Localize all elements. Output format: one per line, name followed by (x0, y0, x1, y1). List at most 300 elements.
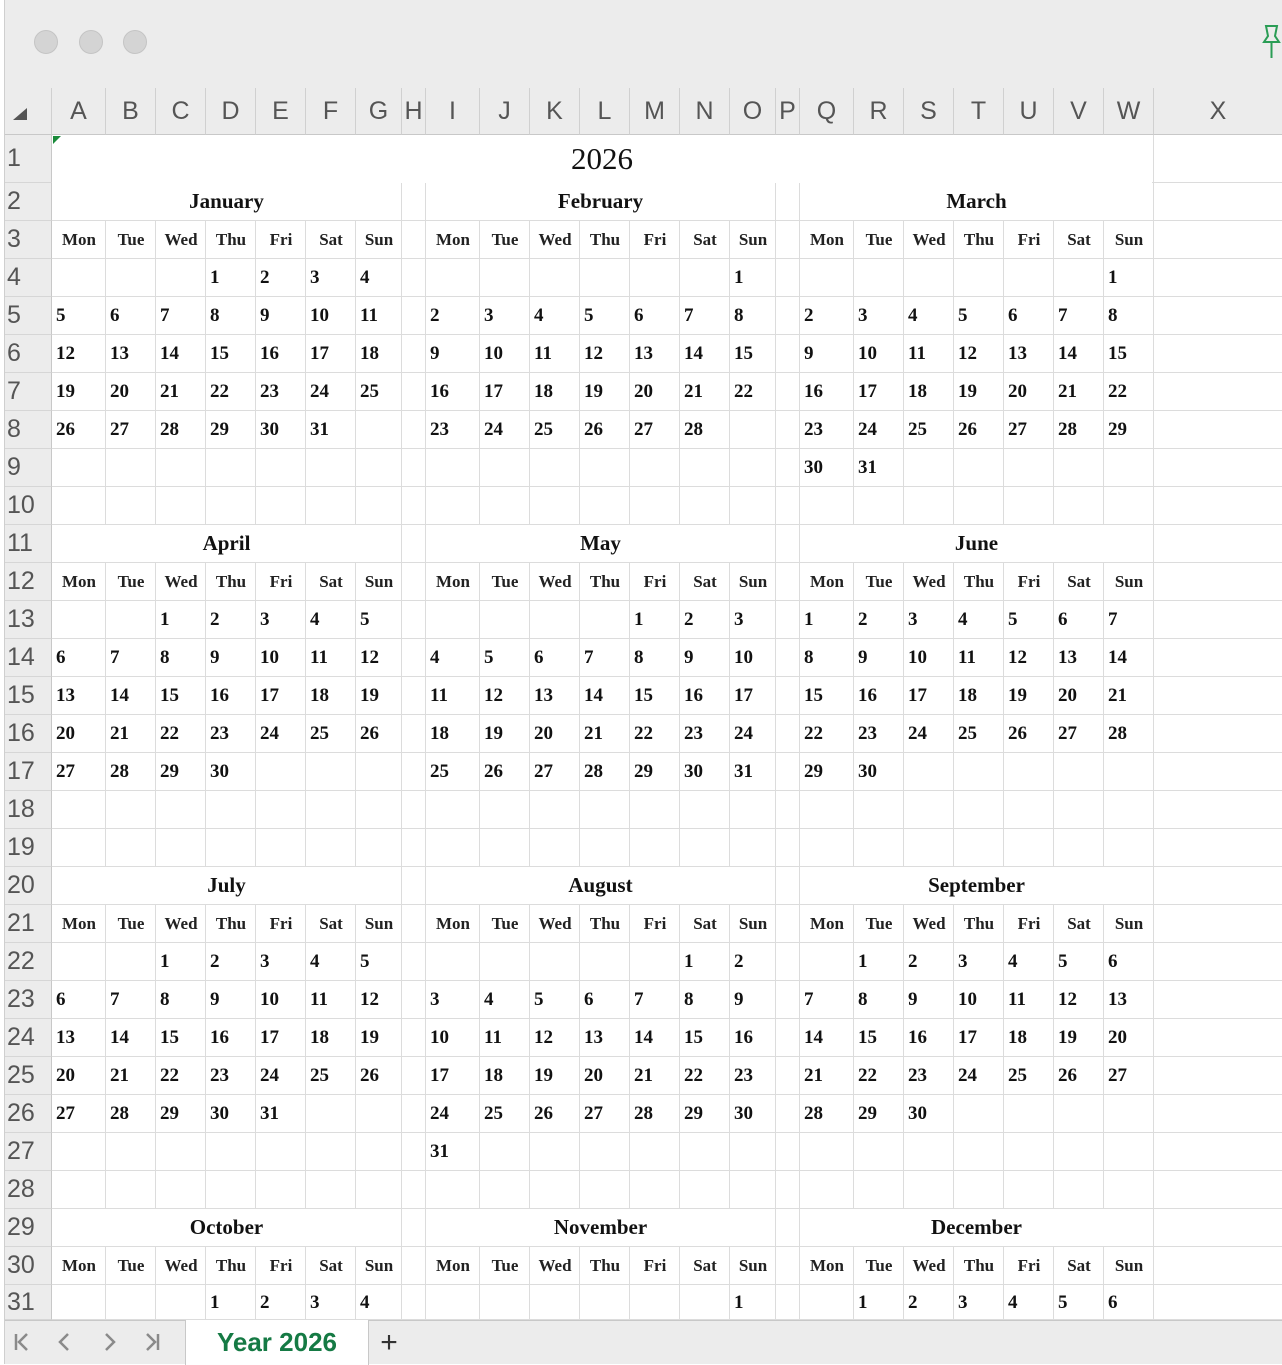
weekday-header[interactable]: Thu (215, 1256, 247, 1275)
day-cell[interactable]: 27 (56, 1103, 75, 1124)
weekday-header[interactable]: Sun (364, 914, 394, 933)
day-cell[interactable]: 12 (584, 343, 603, 364)
day-cell[interactable]: 24 (484, 419, 503, 440)
add-sheet-button[interactable]: + (380, 1326, 398, 1359)
column-header-x[interactable]: X (1154, 88, 1282, 135)
day-cell[interactable]: 11 (310, 647, 328, 668)
weekday-header[interactable]: Fri (269, 572, 293, 591)
day-cell[interactable]: 12 (484, 685, 503, 706)
day-cell[interactable]: 18 (484, 1065, 503, 1086)
day-cell[interactable]: 7 (1058, 305, 1068, 326)
day-cell[interactable]: 9 (430, 343, 440, 364)
weekday-header[interactable]: Tue (865, 914, 893, 933)
day-cell[interactable]: 9 (260, 305, 270, 326)
weekday-header[interactable]: Fri (269, 914, 293, 933)
row-header-6[interactable]: 6 (5, 335, 52, 373)
weekday-header[interactable]: Sat (1067, 230, 1091, 249)
day-cell[interactable]: 7 (1108, 609, 1118, 630)
column-header-c[interactable]: C (156, 88, 206, 135)
weekday-header[interactable]: Mon (62, 230, 96, 249)
day-cell[interactable]: 16 (260, 343, 279, 364)
month-name[interactable]: June (800, 525, 1153, 562)
day-cell[interactable]: 9 (804, 343, 814, 364)
day-cell[interactable]: 7 (110, 989, 120, 1010)
day-cell[interactable]: 28 (584, 761, 603, 782)
day-cell[interactable]: 5 (360, 951, 370, 972)
row-header-24[interactable]: 24 (5, 1019, 52, 1057)
day-cell[interactable]: 4 (484, 989, 494, 1010)
day-cell[interactable]: 22 (160, 1065, 179, 1086)
day-cell[interactable]: 11 (1008, 989, 1026, 1010)
day-cell[interactable]: 9 (684, 647, 694, 668)
day-cell[interactable]: 8 (684, 989, 694, 1010)
row-header-20[interactable]: 20 (5, 867, 52, 905)
weekday-header[interactable]: Wed (164, 230, 198, 249)
day-cell[interactable]: 10 (310, 305, 329, 326)
day-cell[interactable]: 27 (1108, 1065, 1127, 1086)
row-header-10[interactable]: 10 (5, 487, 52, 525)
day-cell[interactable]: 21 (1108, 685, 1127, 706)
column-header-p[interactable]: P (776, 88, 800, 135)
day-cell[interactable]: 14 (110, 685, 129, 706)
day-cell[interactable]: 10 (734, 647, 753, 668)
weekday-header[interactable]: Thu (589, 1256, 621, 1275)
row-header-21[interactable]: 21 (5, 905, 52, 943)
day-cell[interactable]: 9 (210, 647, 220, 668)
day-cell[interactable]: 6 (1008, 305, 1018, 326)
day-cell[interactable]: 4 (310, 609, 320, 630)
day-cell[interactable]: 24 (260, 723, 279, 744)
day-cell[interactable]: 2 (210, 609, 220, 630)
weekday-header[interactable]: Wed (164, 914, 198, 933)
calendar-year-title[interactable]: 2026 (52, 135, 1152, 183)
day-cell[interactable]: 5 (1058, 951, 1068, 972)
weekday-header[interactable]: Tue (117, 1256, 145, 1275)
day-cell[interactable]: 16 (430, 381, 449, 402)
day-cell[interactable]: 26 (360, 723, 379, 744)
weekday-header[interactable]: Thu (963, 914, 995, 933)
row-header-5[interactable]: 5 (5, 297, 52, 335)
weekday-header[interactable]: Sat (319, 572, 343, 591)
row-header-4[interactable]: 4 (5, 259, 52, 297)
day-cell[interactable]: 24 (958, 1065, 977, 1086)
day-cell[interactable]: 19 (1008, 685, 1027, 706)
weekday-header[interactable]: Mon (62, 914, 96, 933)
weekday-header[interactable]: Sat (1067, 572, 1091, 591)
day-cell[interactable]: 5 (584, 305, 594, 326)
weekday-header[interactable]: Thu (215, 230, 247, 249)
day-cell[interactable]: 15 (804, 685, 823, 706)
day-cell[interactable]: 19 (584, 381, 603, 402)
weekday-header[interactable]: Thu (589, 230, 621, 249)
day-cell[interactable]: 5 (56, 305, 66, 326)
weekday-header[interactable]: Sun (738, 1256, 768, 1275)
day-cell[interactable]: 31 (430, 1141, 449, 1162)
day-cell[interactable]: 29 (1108, 419, 1127, 440)
day-cell[interactable]: 10 (260, 989, 279, 1010)
weekday-header[interactable]: Fri (269, 1256, 293, 1275)
row-header-27[interactable]: 27 (5, 1133, 52, 1171)
day-cell[interactable]: 16 (210, 685, 229, 706)
column-header-r[interactable]: R (854, 88, 904, 135)
day-cell[interactable]: 17 (260, 685, 279, 706)
weekday-header[interactable]: Mon (810, 1256, 844, 1275)
day-cell[interactable]: 11 (430, 685, 448, 706)
day-cell[interactable]: 10 (484, 343, 503, 364)
weekday-header[interactable]: Thu (589, 572, 621, 591)
weekday-header[interactable]: Sat (693, 230, 717, 249)
day-cell[interactable]: 22 (734, 381, 753, 402)
day-cell[interactable]: 31 (734, 761, 753, 782)
day-cell[interactable]: 19 (534, 1065, 553, 1086)
day-cell[interactable]: 11 (958, 647, 976, 668)
weekday-header[interactable]: Tue (117, 914, 145, 933)
day-cell[interactable]: 13 (56, 685, 75, 706)
day-cell[interactable]: 16 (210, 1027, 229, 1048)
weekday-header[interactable]: Sat (1067, 1256, 1091, 1275)
day-cell[interactable]: 2 (858, 609, 868, 630)
month-name[interactable]: November (426, 1209, 775, 1246)
day-cell[interactable]: 8 (734, 305, 744, 326)
weekday-header[interactable]: Fri (643, 572, 667, 591)
day-cell[interactable]: 10 (908, 647, 927, 668)
day-cell[interactable]: 26 (484, 761, 503, 782)
day-cell[interactable]: 24 (734, 723, 753, 744)
close-button[interactable] (34, 30, 58, 54)
weekday-header[interactable]: Wed (164, 572, 198, 591)
day-cell[interactable]: 1 (160, 951, 170, 972)
column-header-v[interactable]: V (1054, 88, 1104, 135)
day-cell[interactable]: 10 (858, 343, 877, 364)
day-cell[interactable]: 25 (1008, 1065, 1027, 1086)
day-cell[interactable]: 3 (958, 951, 968, 972)
day-cell[interactable]: 2 (260, 267, 270, 288)
day-cell[interactable]: 1 (210, 1291, 220, 1313)
day-cell[interactable]: 1 (1108, 267, 1118, 288)
day-cell[interactable]: 12 (56, 343, 75, 364)
day-cell[interactable]: 3 (858, 305, 868, 326)
weekday-header[interactable]: Wed (538, 914, 572, 933)
day-cell[interactable]: 11 (484, 1027, 502, 1048)
day-cell[interactable]: 26 (584, 419, 603, 440)
day-cell[interactable]: 12 (958, 343, 977, 364)
weekday-header[interactable]: Tue (117, 572, 145, 591)
column-header-k[interactable]: K (530, 88, 580, 135)
day-cell[interactable]: 8 (858, 989, 868, 1010)
day-cell[interactable]: 15 (858, 1027, 877, 1048)
day-cell[interactable]: 25 (360, 381, 379, 402)
day-cell[interactable]: 18 (310, 685, 329, 706)
month-name[interactable]: December (800, 1209, 1153, 1246)
day-cell[interactable]: 5 (360, 609, 370, 630)
day-cell[interactable]: 15 (160, 685, 179, 706)
day-cell[interactable]: 7 (634, 989, 644, 1010)
day-cell[interactable]: 3 (908, 609, 918, 630)
day-cell[interactable]: 30 (684, 761, 703, 782)
day-cell[interactable]: 7 (160, 305, 170, 326)
weekday-header[interactable]: Fri (643, 230, 667, 249)
weekday-header[interactable]: Mon (436, 914, 470, 933)
day-cell[interactable]: 26 (1008, 723, 1027, 744)
column-header-b[interactable]: B (106, 88, 156, 135)
day-cell[interactable]: 15 (210, 343, 229, 364)
day-cell[interactable]: 23 (260, 381, 279, 402)
column-header-m[interactable]: M (630, 88, 680, 135)
day-cell[interactable]: 11 (534, 343, 552, 364)
day-cell[interactable]: 2 (804, 305, 814, 326)
day-cell[interactable]: 9 (908, 989, 918, 1010)
day-cell[interactable]: 27 (1008, 419, 1027, 440)
column-header-a[interactable]: A (52, 88, 106, 135)
day-cell[interactable]: 30 (858, 761, 877, 782)
day-cell[interactable]: 20 (56, 723, 75, 744)
weekday-header[interactable]: Tue (865, 1256, 893, 1275)
day-cell[interactable]: 21 (584, 723, 603, 744)
day-cell[interactable]: 6 (534, 647, 544, 668)
day-cell[interactable]: 31 (310, 419, 329, 440)
weekday-header[interactable]: Sat (693, 572, 717, 591)
column-header-i[interactable]: I (426, 88, 480, 135)
weekday-header[interactable]: Fri (269, 230, 293, 249)
row-header-25[interactable]: 25 (5, 1057, 52, 1095)
row-header-12[interactable]: 12 (5, 563, 52, 601)
day-cell[interactable]: 1 (160, 609, 170, 630)
day-cell[interactable]: 23 (430, 419, 449, 440)
weekday-header[interactable]: Mon (810, 572, 844, 591)
day-cell[interactable]: 3 (484, 305, 494, 326)
day-cell[interactable]: 26 (1058, 1065, 1077, 1086)
day-cell[interactable]: 27 (634, 419, 653, 440)
day-cell[interactable]: 4 (360, 1291, 370, 1313)
day-cell[interactable]: 27 (534, 761, 553, 782)
day-cell[interactable]: 22 (804, 723, 823, 744)
day-cell[interactable]: 13 (634, 343, 653, 364)
day-cell[interactable]: 2 (430, 305, 440, 326)
day-cell[interactable]: 28 (634, 1103, 653, 1124)
day-cell[interactable]: 4 (360, 267, 370, 288)
day-cell[interactable]: 18 (958, 685, 977, 706)
day-cell[interactable]: 14 (634, 1027, 653, 1048)
weekday-header[interactable]: Sun (1114, 572, 1144, 591)
weekday-header[interactable]: Tue (865, 230, 893, 249)
day-cell[interactable]: 5 (958, 305, 968, 326)
weekday-header[interactable]: Sun (1114, 914, 1144, 933)
weekday-header[interactable]: Thu (963, 230, 995, 249)
day-cell[interactable]: 14 (1108, 647, 1127, 668)
day-cell[interactable]: 18 (310, 1027, 329, 1048)
row-header-8[interactable]: 8 (5, 411, 52, 449)
day-cell[interactable]: 24 (260, 1065, 279, 1086)
day-cell[interactable]: 12 (1008, 647, 1027, 668)
day-cell[interactable]: 2 (260, 1291, 270, 1313)
day-cell[interactable]: 12 (360, 647, 379, 668)
row-header-29[interactable]: 29 (5, 1209, 52, 1247)
row-header-11[interactable]: 11 (5, 525, 52, 563)
day-cell[interactable]: 17 (260, 1027, 279, 1048)
first-sheet-icon[interactable] (9, 1327, 37, 1357)
weekday-header[interactable]: Tue (491, 572, 519, 591)
day-cell[interactable]: 2 (908, 951, 918, 972)
day-cell[interactable]: 29 (634, 761, 653, 782)
day-cell[interactable]: 6 (56, 647, 66, 668)
day-cell[interactable]: 15 (160, 1027, 179, 1048)
day-cell[interactable]: 1 (858, 1291, 868, 1313)
day-cell[interactable]: 16 (734, 1027, 753, 1048)
day-cell[interactable]: 19 (1058, 1027, 1077, 1048)
row-header-23[interactable]: 23 (5, 981, 52, 1019)
day-cell[interactable]: 6 (110, 305, 120, 326)
column-header-j[interactable]: J (480, 88, 530, 135)
day-cell[interactable]: 4 (908, 305, 918, 326)
day-cell[interactable]: 12 (534, 1027, 553, 1048)
day-cell[interactable]: 21 (110, 723, 129, 744)
weekday-header[interactable]: Fri (1017, 572, 1041, 591)
row-header-16[interactable]: 16 (5, 715, 52, 753)
day-cell[interactable]: 22 (634, 723, 653, 744)
day-cell[interactable]: 27 (1058, 723, 1077, 744)
column-header-t[interactable]: T (954, 88, 1004, 135)
row-header-13[interactable]: 13 (5, 601, 52, 639)
day-cell[interactable]: 10 (958, 989, 977, 1010)
minimize-button[interactable] (79, 30, 103, 54)
day-cell[interactable]: 18 (430, 723, 449, 744)
day-cell[interactable]: 18 (360, 343, 379, 364)
month-name[interactable]: October (52, 1209, 401, 1246)
weekday-header[interactable]: Sun (364, 230, 394, 249)
next-sheet-icon[interactable] (95, 1327, 123, 1357)
day-cell[interactable]: 14 (1058, 343, 1077, 364)
day-cell[interactable]: 2 (684, 609, 694, 630)
day-cell[interactable]: 20 (110, 381, 129, 402)
day-cell[interactable]: 14 (584, 685, 603, 706)
day-cell[interactable]: 25 (908, 419, 927, 440)
day-cell[interactable]: 11 (908, 343, 926, 364)
day-cell[interactable]: 12 (1058, 989, 1077, 1010)
day-cell[interactable]: 1 (684, 951, 694, 972)
day-cell[interactable]: 23 (210, 723, 229, 744)
month-name[interactable]: January (52, 183, 401, 220)
weekday-header[interactable]: Wed (912, 572, 946, 591)
day-cell[interactable]: 25 (534, 419, 553, 440)
day-cell[interactable]: 26 (534, 1103, 553, 1124)
day-cell[interactable]: 23 (684, 723, 703, 744)
weekday-header[interactable]: Sat (1067, 914, 1091, 933)
day-cell[interactable]: 17 (908, 685, 927, 706)
column-header-s[interactable]: S (904, 88, 954, 135)
day-cell[interactable]: 21 (804, 1065, 823, 1086)
day-cell[interactable]: 29 (210, 419, 229, 440)
day-cell[interactable]: 17 (310, 343, 329, 364)
day-cell[interactable]: 20 (1058, 685, 1077, 706)
day-cell[interactable]: 8 (160, 989, 170, 1010)
weekday-header[interactable]: Fri (1017, 230, 1041, 249)
row-header-15[interactable]: 15 (5, 677, 52, 715)
day-cell[interactable]: 19 (56, 381, 75, 402)
day-cell[interactable]: 25 (430, 761, 449, 782)
weekday-header[interactable]: Sun (738, 572, 768, 591)
day-cell[interactable]: 7 (110, 647, 120, 668)
column-header-f[interactable]: F (306, 88, 356, 135)
day-cell[interactable]: 23 (804, 419, 823, 440)
day-cell[interactable]: 17 (858, 381, 877, 402)
month-name[interactable]: February (426, 183, 775, 220)
day-cell[interactable]: 29 (804, 761, 823, 782)
day-cell[interactable]: 1 (634, 609, 644, 630)
day-cell[interactable]: 25 (484, 1103, 503, 1124)
day-cell[interactable]: 6 (634, 305, 644, 326)
weekday-header[interactable]: Wed (538, 230, 572, 249)
day-cell[interactable]: 6 (1058, 609, 1068, 630)
day-cell[interactable]: 14 (160, 343, 179, 364)
day-cell[interactable]: 8 (210, 305, 220, 326)
row-header-2[interactable]: 2 (5, 183, 52, 221)
day-cell[interactable]: 8 (1108, 305, 1118, 326)
day-cell[interactable]: 18 (1008, 1027, 1027, 1048)
row-header-26[interactable]: 26 (5, 1095, 52, 1133)
month-name[interactable]: September (800, 867, 1153, 904)
weekday-header[interactable]: Thu (215, 914, 247, 933)
column-header-o[interactable]: O (730, 88, 776, 135)
day-cell[interactable]: 30 (210, 1103, 229, 1124)
day-cell[interactable]: 17 (734, 685, 753, 706)
day-cell[interactable]: 17 (430, 1065, 449, 1086)
day-cell[interactable]: 17 (484, 381, 503, 402)
zoom-button[interactable] (123, 30, 147, 54)
day-cell[interactable]: 28 (804, 1103, 823, 1124)
weekday-header[interactable]: Thu (963, 1256, 995, 1275)
weekday-header[interactable]: Mon (810, 230, 844, 249)
day-cell[interactable]: 24 (908, 723, 927, 744)
day-cell[interactable]: 23 (908, 1065, 927, 1086)
row-header-17[interactable]: 17 (5, 753, 52, 791)
day-cell[interactable]: 1 (858, 951, 868, 972)
row-header-1[interactable]: 1 (5, 135, 52, 183)
day-cell[interactable]: 14 (684, 343, 703, 364)
day-cell[interactable]: 3 (958, 1291, 968, 1313)
day-cell[interactable]: 6 (584, 989, 594, 1010)
day-cell[interactable]: 21 (110, 1065, 129, 1086)
day-cell[interactable]: 3 (734, 609, 744, 630)
day-cell[interactable]: 11 (310, 989, 328, 1010)
weekday-header[interactable]: Sun (738, 914, 768, 933)
column-header-q[interactable]: Q (800, 88, 854, 135)
weekday-header[interactable]: Wed (912, 1256, 946, 1275)
day-cell[interactable]: 13 (584, 1027, 603, 1048)
weekday-header[interactable]: Wed (912, 230, 946, 249)
weekday-header[interactable]: Thu (963, 572, 995, 591)
day-cell[interactable]: 26 (56, 419, 75, 440)
day-cell[interactable]: 7 (584, 647, 594, 668)
day-cell[interactable]: 4 (1008, 951, 1018, 972)
day-cell[interactable]: 24 (430, 1103, 449, 1124)
day-cell[interactable]: 12 (360, 989, 379, 1010)
column-header-n[interactable]: N (680, 88, 730, 135)
day-cell[interactable]: 31 (858, 457, 877, 478)
weekday-header[interactable]: Tue (491, 914, 519, 933)
day-cell[interactable]: 18 (534, 381, 553, 402)
day-cell[interactable]: 3 (260, 951, 270, 972)
day-cell[interactable]: 23 (210, 1065, 229, 1086)
day-cell[interactable]: 23 (858, 723, 877, 744)
day-cell[interactable]: 13 (56, 1027, 75, 1048)
day-cell[interactable]: 5 (1058, 1291, 1068, 1313)
day-cell[interactable]: 30 (804, 457, 823, 478)
day-cell[interactable]: 20 (584, 1065, 603, 1086)
day-cell[interactable]: 24 (858, 419, 877, 440)
day-cell[interactable]: 23 (734, 1065, 753, 1086)
weekday-header[interactable]: Wed (164, 1256, 198, 1275)
day-cell[interactable]: 3 (310, 267, 320, 288)
